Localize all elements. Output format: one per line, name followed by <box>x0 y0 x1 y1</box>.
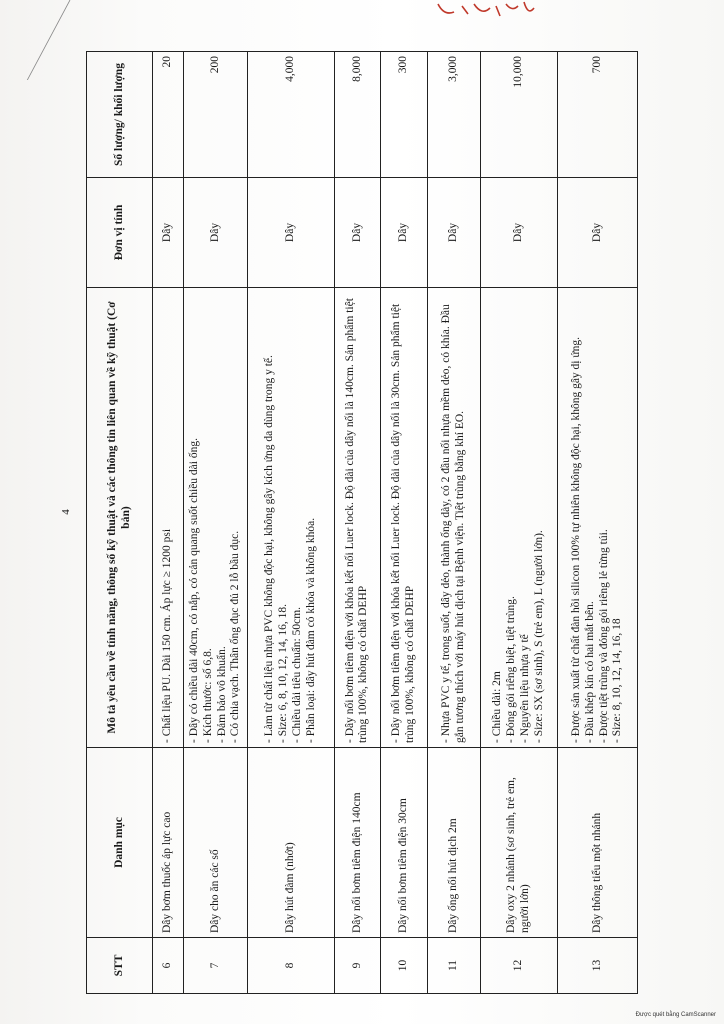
description-line: - Phân loại: dây hút đàm có khóa và không khóa. <box>304 517 317 743</box>
row-unit: Dây <box>153 178 184 288</box>
page-number: 4 <box>60 509 72 515</box>
table-row <box>427 52 480 994</box>
header-unit: Đơn vị tính <box>87 178 153 288</box>
row-quantity: 200 <box>183 52 247 178</box>
description-line: - Nguyên liệu nhựa y tế <box>519 634 532 743</box>
rotated-table-container <box>86 52 638 994</box>
row-category: Dây bơm thuốc áp lực cao <box>153 748 184 938</box>
row-unit: Dây <box>558 178 638 288</box>
description-line: - Được tiệt trùng và đóng gói riêng lẻ từng túi. <box>597 529 610 743</box>
row-unit: Dây <box>183 178 247 288</box>
description-line: - Đóng gói riêng biệt, tiệt trùng. <box>505 596 518 743</box>
description-line: - Dây nối bơm tiêm điện với khóa kết nối Luer lock. Độ dài của dây nối là 30cm. Sản phẩm tiệt trùng 100%, không có chất DEHP <box>390 303 416 743</box>
description-line: - Dây nối bơm tiêm điện với khóa kết nối Luer lock. Độ dài của dây nối là 140cm. Sản phẩm tiệt trùng 100%, không có chất DEHP <box>343 298 370 743</box>
description-line: - Chất liệu PU. Dài 150 cm. Áp lực ≥ 1200 psi <box>161 528 174 743</box>
row-quantity: 700 <box>558 52 638 178</box>
description-line: - Chiều dài: 2m <box>491 671 504 743</box>
row-quantity: 3,000 <box>427 52 480 178</box>
table-row <box>480 52 557 994</box>
table-row <box>334 52 380 994</box>
row-stt: 6 <box>153 938 184 994</box>
table-header-row <box>87 52 153 994</box>
row-category: Dây thông tiểu một nhánh <box>558 748 638 938</box>
row-description <box>248 288 334 748</box>
row-stt: 10 <box>381 938 427 994</box>
header-quantity: Số lượng/ khối lượng <box>87 52 153 178</box>
row-description <box>558 288 638 748</box>
description-line: - Size: 8, 10, 12, 14, 16, 18 <box>611 618 624 743</box>
header-category: Danh mục <box>87 748 153 938</box>
row-quantity: 8,000 <box>334 52 380 178</box>
description-line: - Đầu khép kín có hai mắt bên. <box>583 601 596 743</box>
table-row <box>558 52 638 994</box>
row-stt: 13 <box>558 938 638 994</box>
row-quantity: 10,000 <box>480 52 557 178</box>
description-line: - Nhựa PVC y tế, trong suốt, dây dẻo, thành ống dày, có 2 đầu nối nhựa mềm dẻo, có khía. Đầu gắn tương thích với máy hút dịch tại Bệnh viện. Tiệt trùng bằng khí EO. <box>439 304 466 743</box>
description-line: - Được sản xuất từ chất đàn hồi silicon 100% tự nhiên không độc hại, không gây dị ứng. <box>570 337 583 743</box>
header-description: Mô tả yêu cầu về tính năng, thông số kỹ thuật và các thông tin liên quan về kỹ thuật (Cơ bản) <box>87 288 153 748</box>
description-line: - Kích thước: số 6,8. <box>201 648 214 743</box>
row-unit: Dây <box>480 178 557 288</box>
row-description <box>381 288 427 748</box>
red-stamp-mark <box>434 0 544 22</box>
row-stt: 11 <box>427 938 480 994</box>
row-quantity: 20 <box>153 52 184 178</box>
row-category: Dây hút đàm (nhớt) <box>248 748 334 938</box>
row-description <box>427 288 480 748</box>
row-description <box>153 288 184 748</box>
row-quantity: 4,000 <box>248 52 334 178</box>
row-category: Dây ống nối hút dịch 2m <box>427 748 480 938</box>
description-line: - Đảm bảo vô khuẩn. <box>215 646 228 743</box>
row-unit: Dây <box>334 178 380 288</box>
description-line: - Có chia vạch. Thân ống đục đủ 2 lỗ bầu dục. <box>229 530 242 743</box>
header-stt: STT <box>87 938 153 994</box>
row-stt: 12 <box>480 938 557 994</box>
row-category: Dây oxy 2 nhánh (sơ sinh, trẻ em, người lớn) <box>480 748 557 938</box>
table-row <box>248 52 334 994</box>
row-stt: 9 <box>334 938 380 994</box>
description-line: - Chiều dài tiêu chuẩn: 50cm. <box>291 606 304 743</box>
row-category: Dây nối bơm tiêm điện 30cm <box>381 748 427 938</box>
row-quantity: 300 <box>381 52 427 178</box>
description-line: - Dây có chiều dài 40cm, có nắp, có cản quang suốt chiều dài ống. <box>188 438 201 743</box>
row-description <box>183 288 247 748</box>
row-unit: Dây <box>427 178 480 288</box>
table-row <box>381 52 427 994</box>
description-line: - Size: 6, 8, 10, 12, 14, 16, 18. <box>277 604 290 743</box>
table-row <box>153 52 184 994</box>
row-description <box>480 288 557 748</box>
row-description <box>334 288 380 748</box>
description-line: - Size: SX (sơ sinh), S (trẻ em), L (người lớn). <box>532 530 545 743</box>
specification-table <box>86 51 638 994</box>
scanner-footer: Được quét bằng CamScanner <box>635 1012 716 1018</box>
table-row <box>183 52 247 994</box>
row-category: Dây nối bơm tiêm điện 140cm <box>334 748 380 938</box>
row-stt: 7 <box>183 938 247 994</box>
row-unit: Dây <box>248 178 334 288</box>
row-category: Dây cho ăn các số <box>183 748 247 938</box>
row-stt: 8 <box>248 938 334 994</box>
description-line: - Làm từ chất liệu nhựa PVC không độc hại, không gây kích ứng da dùng trong y tế. <box>263 355 276 743</box>
row-unit: Dây <box>381 178 427 288</box>
